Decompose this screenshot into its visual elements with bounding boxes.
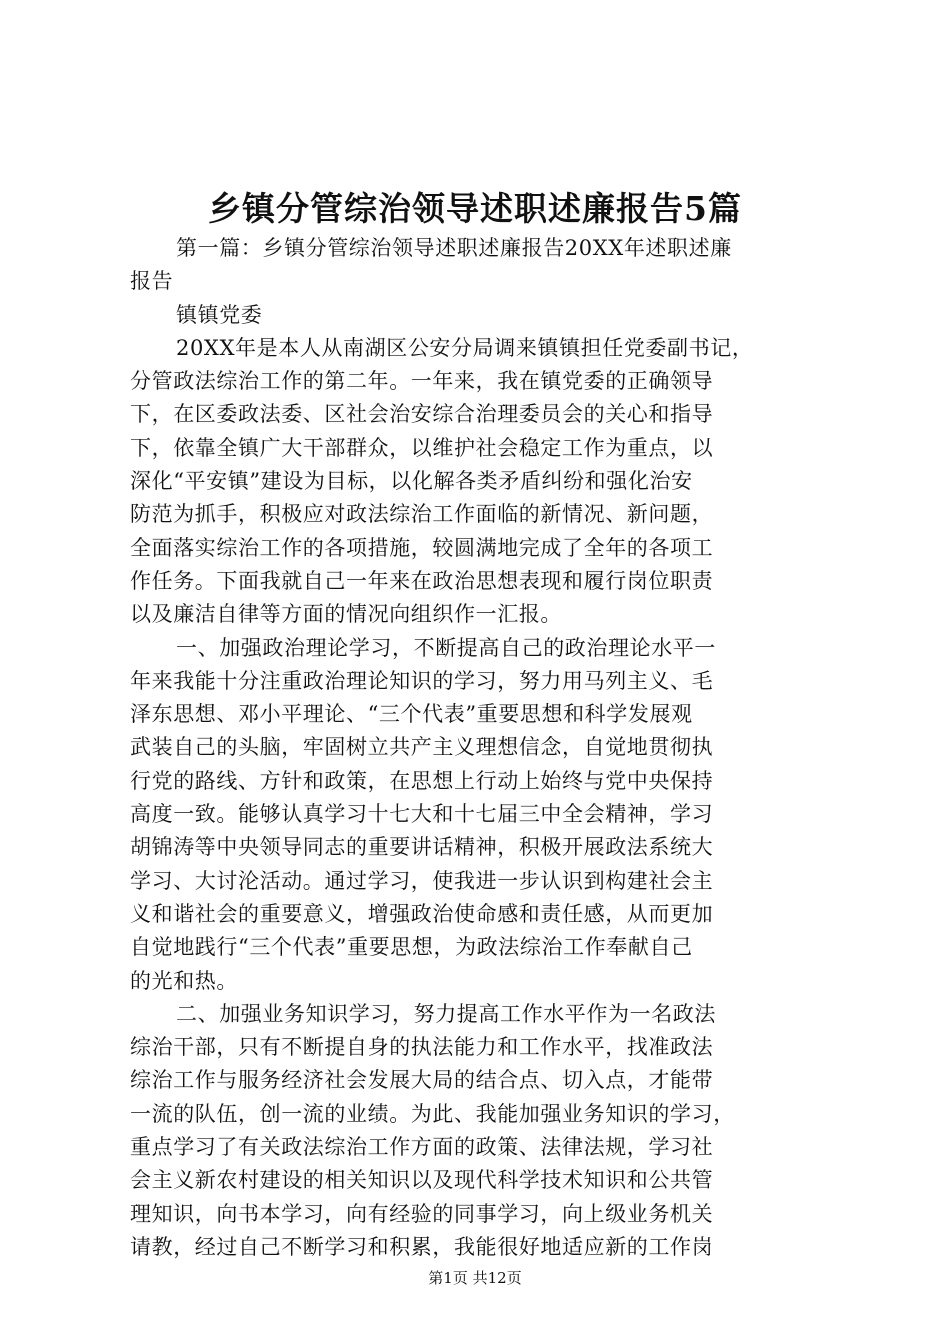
text-line: 全面落实综治工作的各项措施，较圆满地完成了全年的各项工 xyxy=(130,535,714,560)
text-line: 作任务。下面我就自己一年来在政治思想表现和履行岗位职责 xyxy=(130,568,714,593)
text-line: 的光和热。 xyxy=(130,968,238,993)
document-title: 乡镇分管综治领导述职述廉报告5篇 xyxy=(208,189,742,228)
text-line: 重点学习了有关政法综治工作方面的政策、法律法规，学习社 xyxy=(130,1135,714,1160)
text-line: 行党的路线、方针和政策，在思想上行动上始终与党中央保持 xyxy=(130,768,714,793)
page-footer: 第1页 共12页 xyxy=(428,1269,522,1287)
text-line: 报告 xyxy=(130,269,174,294)
text-line: 武装自己的头脑，牢固树立共产主义理想信念，自觉地贯彻执 xyxy=(130,735,714,760)
text-line: 请教，经过自己不断学习和积累，我能很好地适应新的工作岗 xyxy=(130,1234,714,1259)
text-line: 泽东思想、邓小平理论、“三个代表”重要思想和科学发展观 xyxy=(130,702,693,727)
text-line: 综治干部，只有不断提自身的执法能力和工作水平，找准政法 xyxy=(130,1035,714,1060)
text-line: 胡锦涛等中央领导同志的重要讲话精神，积极开展政法系统大 xyxy=(130,835,714,860)
text-line: 分管政法综治工作的第二年。一年来，我在镇党委的正确领导 xyxy=(130,369,714,394)
text-line: 一、加强政治理论学习，不断提高自己的政治理论水平一 xyxy=(176,635,716,660)
text-line: 以及廉洁自律等方面的情况向组织作一汇报。 xyxy=(130,602,562,627)
text-line: 自觉地践行“三个代表”重要思想，为政法综治工作奉献自己 xyxy=(130,935,693,960)
document-body xyxy=(130,232,830,1264)
text-line: 综治工作与服务经济社会发展大局的结合点、切入点，才能带 xyxy=(130,1068,714,1093)
text-line: 学习、大讨沦活动。通过学习，使我进一步认识到构建社会主 xyxy=(130,868,714,893)
text-line: 深化“平安镇”建设为目标，以化解各类矛盾纠纷和强化治安 xyxy=(130,469,693,494)
text-line: 20XX年是本人从南湖区公安分局调来镇镇担任党委副书记， xyxy=(176,335,754,360)
text-line: 会主义新农村建设的相关知识以及现代科学技术知识和公共管 xyxy=(130,1168,714,1193)
text-line: 防范为抓手，积极应对政法综治工作面临的新情况、新问题， xyxy=(130,502,714,527)
text-line: 镇镇党委 xyxy=(176,302,263,327)
text-line: 下，在区委政法委、区社会治安综合治理委员会的关心和指导 xyxy=(130,402,714,427)
text-line: 高度一致。能够认真学习十七大和十七届三中全会精神，学习 xyxy=(130,802,714,827)
text-line: 理知识，向书本学习，向有经验的同事学习，向上级业务机关 xyxy=(130,1201,714,1226)
text-line: 年来我能十分注重政治理论知识的学习，努力用马列主义、毛 xyxy=(130,668,714,693)
text-line: 义和谐社会的重要意义，增强政治使命感和责任感，从而更加 xyxy=(130,901,714,926)
text-line: 一流的队伍，创一流的业绩。为此、我能加强业务知识的学习， xyxy=(130,1101,735,1126)
text-line: 第一篇：乡镇分管综治领导述职述廉报告20XX年述职述廉 xyxy=(176,236,732,260)
text-line: 二、加强业务知识学习，努力提高工作水平作为一名政法 xyxy=(176,1001,716,1026)
text-line: 下，依靠全镇广大干部群众，以维护社会稳定工作为重点，以 xyxy=(130,435,714,460)
